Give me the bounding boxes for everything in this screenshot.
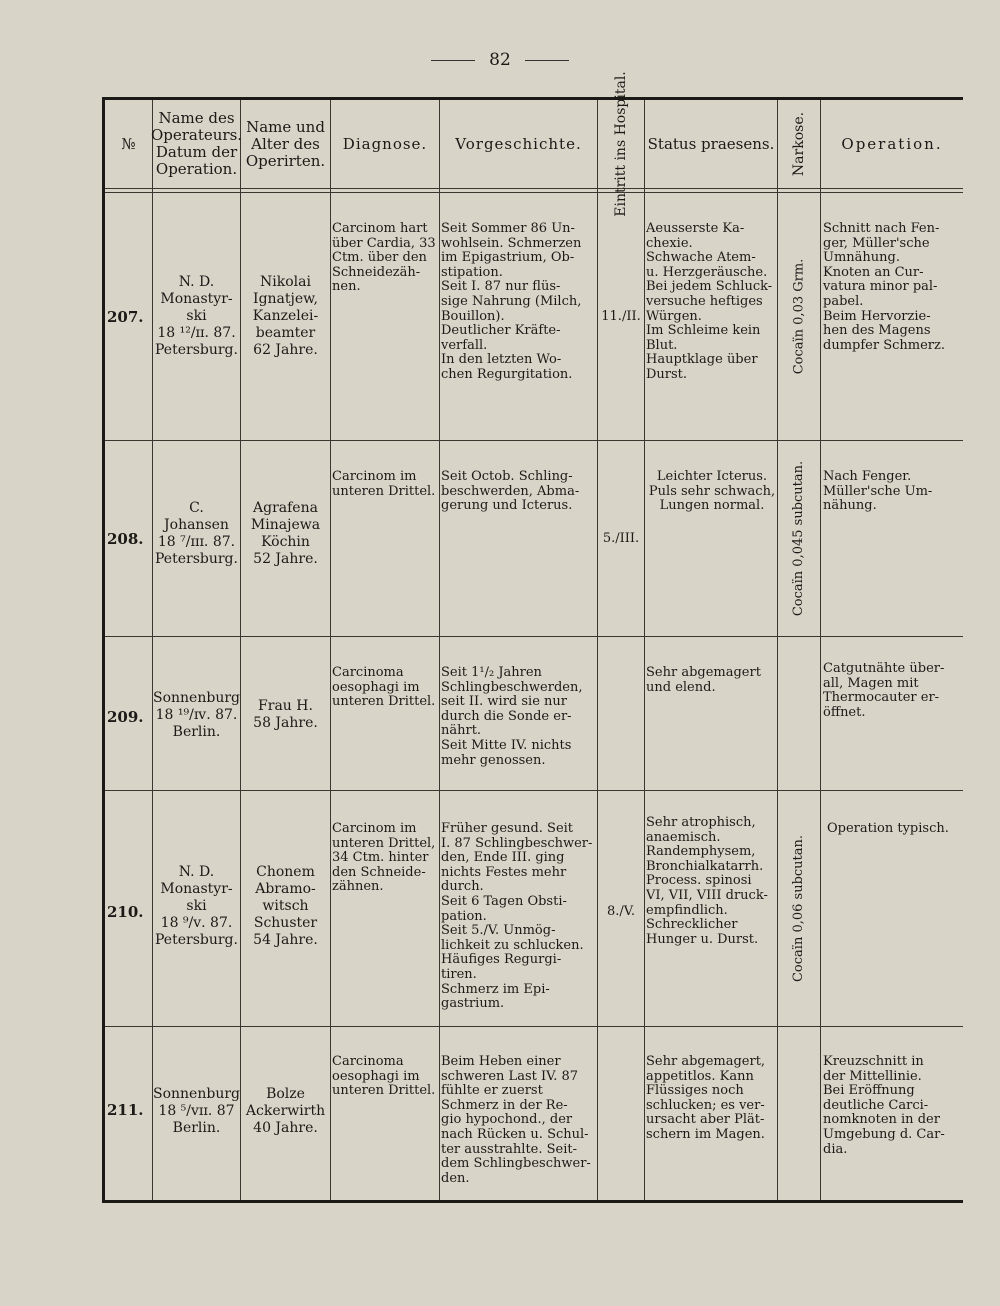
operateur-cell: N. D. Monastyr- ski 18 ⁹/ᴠ. 87. Petersburg. [155,864,238,948]
row-divider [105,1026,963,1027]
status-cell: Sehr abgemagert und elend. [646,666,761,695]
eintritt-cell: 11./II. [601,310,641,324]
header-nr: № [121,134,136,153]
operirter-cell: Nikolai Ignatjew, Kanzelei- beamter 62 Jahre. [252,274,319,358]
row-divider [105,790,963,791]
col-divider [597,100,598,1200]
vorgeschichte-cell: Beim Heben einer schweren Last IV. 87 fühlte er zuerst Schmerz in der Re- gio hypochond., der nach Rücken u. Schul- ter ausstrahlte. Seit- dem Schlingbeschwer- den. [441,1055,591,1186]
narkose-text: Cocaïn 0,06 subcutan. [791,834,807,983]
operateur-cell: Sonnenburg 18 ⁵/ᴠɪɪ. 87 Berlin. [153,1086,240,1136]
vorgeschichte-cell: Seit 1¹/₂ Jahren Schlingbeschwerden, seit II. wird sie nur durch die Sonde er- nährt. Seit Mitte IV. nichts mehr genossen. [441,666,583,768]
header-status: Status praesens. [647,134,775,153]
operation-cell: Operation typisch. [827,822,949,836]
header-narkose [778,100,820,188]
row-divider [105,440,963,441]
header-diagnose: Diagnose. [342,134,428,153]
diagnose-cell: Carcinom im unteren Drittel. [332,470,436,499]
col-divider [820,100,821,1200]
status-cell: Sehr atrophisch, anaemisch. Randemphysem, Bronchialkatarrh. Process. spinosi VI, VII, VIII druck- empfindlich. Schrecklicher Hunger u. Durst. [646,816,768,947]
header-vorgeschichte: Vorgeschichte. [455,134,582,153]
col-divider [152,100,153,1200]
vorgeschichte-cell: Seit Sommer 86 Un- wohlsein. Schmerzen im Epigastrium, Ob- stipation. Seit I. 87 nur flüs- sige Nahrung (Milch, Bouillon). Deutlicher Kräfte- verfall. In den letzten Wo- chen Regurgitation. [441,222,582,382]
header-rule [105,188,963,189]
page-number-text: 82 [489,50,511,70]
header-operation: Operation. [841,134,943,153]
eintritt-cell: 8./V. [606,905,636,919]
operirter-cell: Agrafena Minajewa Köchin 52 Jahre. [250,500,321,567]
header-eintritt [598,71,644,217]
narkose-cell [778,1027,820,1200]
header-narkose-text: Narkose. [791,111,807,177]
eintritt-cell: 5./III. [602,532,640,546]
operations-table [102,71,963,1203]
operateur-cell: Sonnenburg 18 ¹⁹/ɪᴠ. 87. Berlin. [153,690,240,740]
header-operirter: Name und Alter des Operirten. [245,117,326,170]
case-number: 210. [107,905,144,920]
case-number: 207. [107,310,144,325]
vorgeschichte-cell: Seit Octob. Schling- beschwerden, Abma- gerung und Icterus. [441,470,580,514]
header-operateur: Name des Operateurs. Datum der Operation. [150,109,243,178]
page-number-rule-right [525,60,569,61]
col-divider [644,100,645,1200]
status-cell: Sehr abgemagert, appetitlos. Kann Flüssiges noch schlucken; es ver- ursacht aber Plät- schern im Magen. [646,1055,766,1142]
operation-cell: Nach Fenger. Müller'sche Um- nähung. [823,470,933,514]
header-rule [105,192,963,193]
page-number [0,50,1000,70]
operirter-cell: Chonem Abramo- witsch Schuster 54 Jahre. [253,864,318,948]
row-divider [105,636,963,637]
operirter-cell: Bolze Ackerwirth 40 Jahre. [245,1086,326,1136]
operateur-cell: N. D. Monastyr- ski 18 ¹²/ɪɪ. 87. Petersburg. [155,274,238,358]
operateur-cell: C. Johansen 18 ⁷/ɪɪɪ. 87. Petersburg. [155,500,238,567]
operation-cell: Schnitt nach Fen- ger, Müller'sche Umnähung. Knoten an Cur- vatura minor pal- pabel. Beim Hervorzie- hen des Magens dumpfer Schmerz. [823,222,945,353]
diagnose-cell: Carcinom im unteren Drittel, 34 Ctm. hinter den Schneide- zähnen. [332,822,436,895]
diagnose-cell: Carcinoma oesophagi im unteren Drittel. [332,666,436,710]
operirter-cell: Frau H. 58 Jahre. [253,698,318,731]
col-divider [240,100,241,1200]
operation-cell: Kreuzschnitt in der Mittellinie. Bei Eröffnung deutliche Carci- nomknoten in der Umgebung d. Car- dia. [823,1055,945,1157]
narkose-text: Cocaïn 0,045 subcutan. [791,460,807,617]
vorgeschichte-cell: Früher gesund. Seit I. 87 Schlingbeschwer- den, Ende III. ging nichts Festes mehr durch. Seit 6 Tagen Obsti- pation. Seit 5./V. Unmög- lichkeit zu schlucken. Häufiges Regurgi- tiren. Schmerz im Epi- gastrium. [441,822,593,1012]
narkose-cell [778,791,820,1026]
narkose-cell [778,637,820,790]
status-cell: Leichter Icterus. Puls sehr schwach, Lungen normal. [648,470,776,514]
diagnose-cell: Carcinom hart über Cardia, 33 Ctm. über den Schneidezäh- nen. [332,222,436,295]
diagnose-cell: Carcinoma oesophagi im unteren Drittel. [332,1055,436,1099]
case-number: 209. [107,710,144,725]
case-number: 211. [107,1103,144,1118]
case-number: 208. [107,532,144,547]
status-cell: Aeusserste Ka- chexie. Schwache Atem- u. Herzgeräusche. Bei jedem Schluck- versuche heftiges Würgen. Im Schleime kein Blut. Hauptklage über Durst. [646,222,773,382]
narkose-cell [778,441,820,636]
col-divider [330,100,331,1200]
header-eintritt-text: Eintritt ins Hospital. [613,71,630,217]
page-number-rule-left [431,60,475,61]
operation-cell: Catgutnähte über- all, Magen mit Thermocauter er- öffnet. [823,662,945,720]
narkose-cell [778,193,820,440]
narkose-text: Cocaïn 0,03 Grm. [791,258,807,375]
